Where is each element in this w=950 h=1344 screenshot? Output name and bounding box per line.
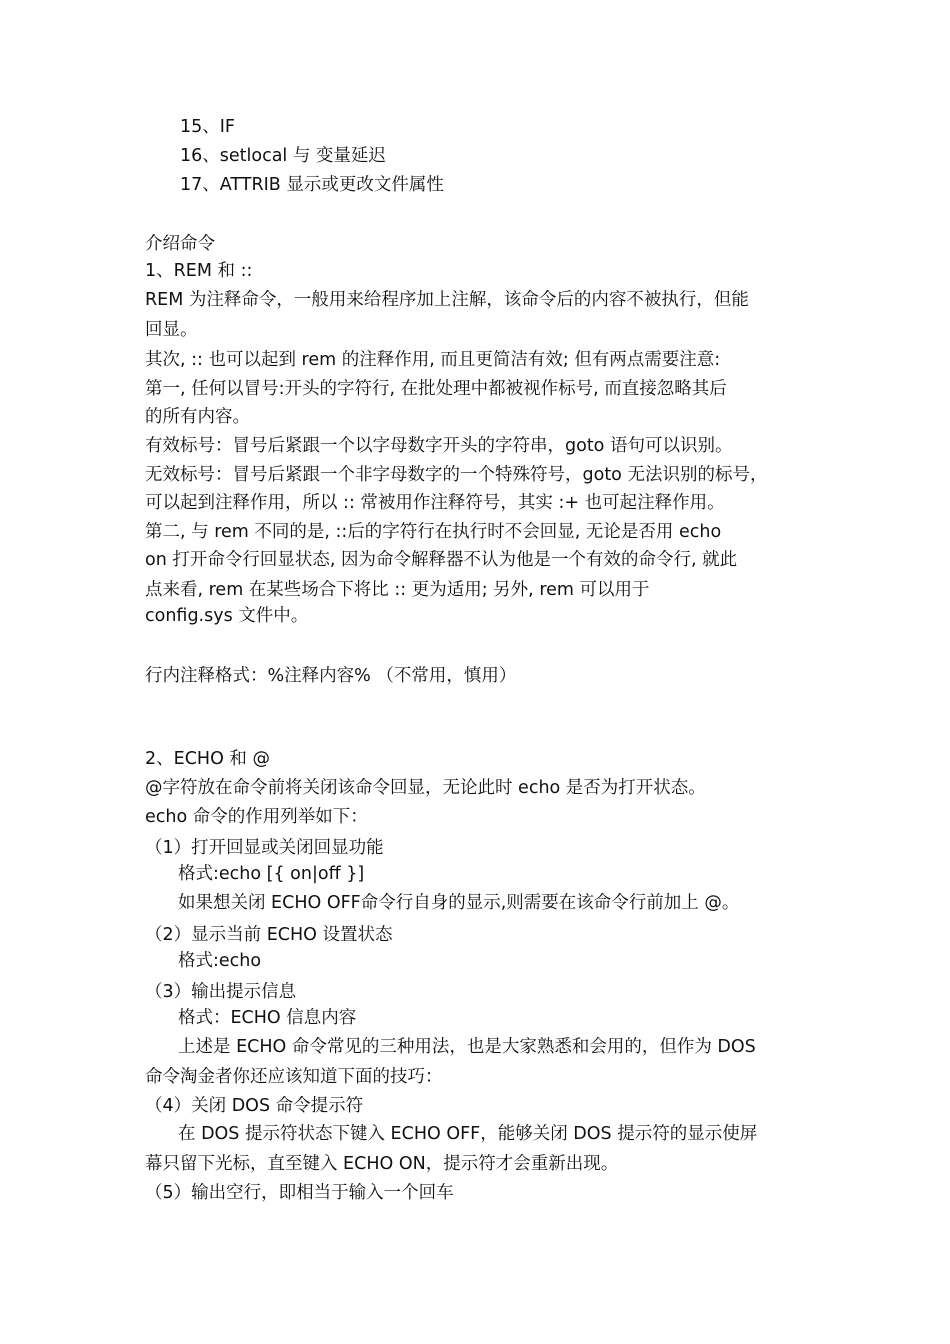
rem-paragraph-line: 可以起到注释作用，所以 :: 常被用作注释符号，其实 :+ 也可起注释作用。	[145, 493, 725, 513]
rem-paragraph-line: 点来看, rem 在某些场合下将比 :: 更为适用; 另外, rem 可以用于	[145, 580, 650, 600]
inline-comment-format: 行内注释格式：%注释内容% （不常用，慎用）	[145, 666, 517, 686]
echo-item-3-paragraph: 上述是 ECHO 命令常见的三种用法，也是大家熟悉和会用的，但作为 DOS	[178, 1037, 756, 1057]
echo-item-4-title: （4）关闭 DOS 命令提示符	[145, 1096, 364, 1116]
rem-paragraph-line: config.sys 文件中。	[145, 606, 309, 626]
rem-paragraph-line: REM 为注释命令，一般用来给程序加上注解，该命令后的内容不被执行，但能	[145, 290, 749, 310]
echo-usage-intro: echo 命令的作用列举如下：	[145, 807, 368, 827]
rem-paragraph-line: 第二, 与 rem 不同的是, ::后的字符行在执行时不会回显, 无论是否用 echo	[145, 522, 722, 542]
echo-item-3-format: 格式：ECHO 信息内容	[178, 1008, 357, 1028]
toc-item-16: 16、setlocal 与 变量延迟	[180, 146, 386, 166]
echo-item-4-paragraph: 幕只留下光标，直至键入 ECHO ON，提示符才会重新出现。	[145, 1154, 619, 1174]
echo-item-1-title: （1）打开回显或关闭回显功能	[145, 838, 384, 858]
echo-item-3-title: （3）输出提示信息	[145, 982, 297, 1002]
rem-paragraph-line: 第一, 任何以冒号:开头的字符行, 在批处理中都被视作标号, 而直接忽略其后	[145, 379, 727, 399]
rem-paragraph-line: 回显。	[145, 320, 198, 340]
toc-item-15: 15、IF	[180, 117, 235, 137]
rem-paragraph-line: 其次, :: 也可以起到 rem 的注释作用, 而且更简洁有效; 但有两点需要注意:	[145, 350, 721, 370]
echo-heading: 2、ECHO 和 @	[145, 749, 270, 769]
echo-item-3-paragraph: 命令淘金者你还应该知道下面的技巧：	[145, 1067, 443, 1087]
section-intro-heading: 介绍命令	[145, 234, 215, 254]
rem-paragraph-line: 的所有内容。	[145, 407, 250, 427]
echo-item-1-note: 如果想关闭 ECHO OFF命令行自身的显示,则需要在该命令行前加上 @。	[178, 893, 740, 913]
echo-item-4-paragraph: 在 DOS 提示符状态下键入 ECHO OFF，能够关闭 DOS 提示符的显示使屏	[178, 1124, 758, 1144]
toc-item-17: 17、ATTRIB 显示或更改文件属性	[180, 175, 444, 195]
echo-item-5-title: （5）输出空行，即相当于输入一个回车	[145, 1183, 454, 1203]
rem-paragraph-line: 有效标号：冒号后紧跟一个以字母数字开头的字符串，goto 语句可以识别。	[145, 436, 733, 456]
rem-paragraph-line: on 打开命令行回显状态, 因为命令解释器不认为他是一个有效的命令行, 就此	[145, 550, 738, 570]
rem-paragraph-line: 无效标号：冒号后紧跟一个非字母数字的一个特殊符号，goto 无法识别的标号，	[145, 465, 768, 485]
echo-item-2-format: 格式:echo	[178, 951, 262, 971]
echo-item-2-title: （2）显示当前 ECHO 设置状态	[145, 925, 393, 945]
rem-heading: 1、REM 和 ::	[145, 261, 253, 281]
echo-item-1-format: 格式:echo [{ on|off }]	[178, 864, 365, 884]
echo-at-description: @字符放在命令前将关闭该命令回显，无论此时 echo 是否为打开状态。	[145, 778, 706, 798]
